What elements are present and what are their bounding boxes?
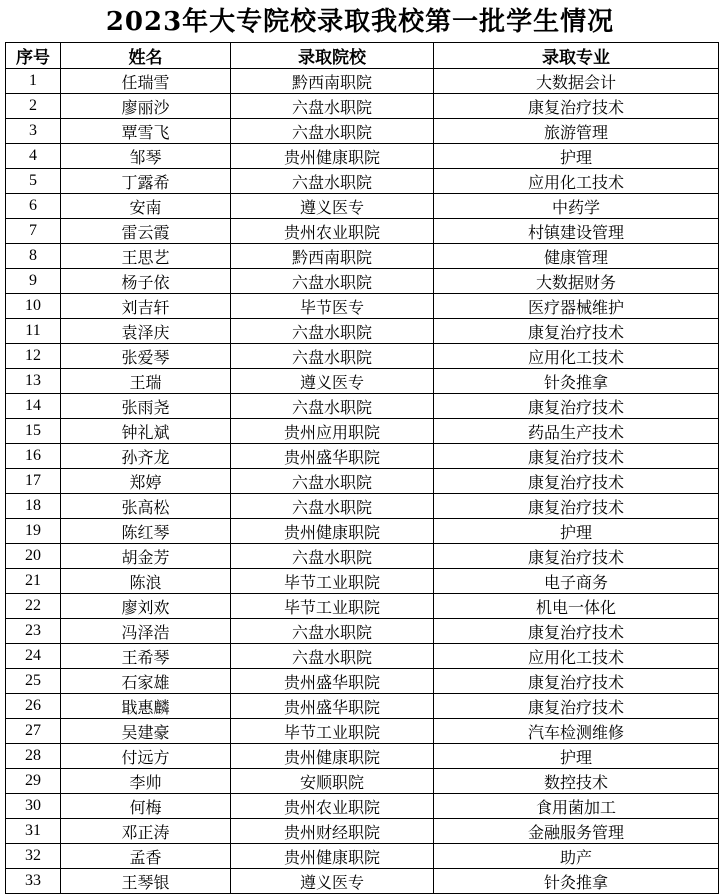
admission-table xyxy=(5,42,719,894)
cell-index: 24 xyxy=(6,644,61,669)
cell-name: 戢惠麟 xyxy=(61,694,231,719)
cell-index: 6 xyxy=(6,194,61,219)
table-row xyxy=(6,569,719,594)
cell-name: 李帅 xyxy=(61,769,231,794)
cell-index: 28 xyxy=(6,744,61,769)
cell-college: 毕节工业职院 xyxy=(231,569,434,594)
cell-index: 1 xyxy=(6,69,61,94)
cell-major: 针灸推拿 xyxy=(434,369,719,394)
cell-index: 17 xyxy=(6,469,61,494)
cell-name: 孙齐龙 xyxy=(61,444,231,469)
cell-name: 吴建豪 xyxy=(61,719,231,744)
cell-name: 邹琴 xyxy=(61,144,231,169)
cell-major: 大数据财务 xyxy=(434,269,719,294)
cell-name: 孟香 xyxy=(61,844,231,869)
cell-index: 25 xyxy=(6,669,61,694)
table-row xyxy=(6,594,719,619)
cell-name: 王思艺 xyxy=(61,244,231,269)
cell-index: 30 xyxy=(6,794,61,819)
cell-name: 张高松 xyxy=(61,494,231,519)
cell-name: 王琴银 xyxy=(61,869,231,894)
cell-college: 六盘水职院 xyxy=(231,644,434,669)
cell-index: 18 xyxy=(6,494,61,519)
cell-major: 康复治疗技术 xyxy=(434,669,719,694)
cell-college: 贵州农业职院 xyxy=(231,794,434,819)
cell-major: 电子商务 xyxy=(434,569,719,594)
cell-college: 六盘水职院 xyxy=(231,269,434,294)
cell-major: 康复治疗技术 xyxy=(434,619,719,644)
cell-index: 27 xyxy=(6,719,61,744)
cell-major: 汽车检测维修 xyxy=(434,719,719,744)
table-row xyxy=(6,869,719,894)
cell-college: 贵州盛华职院 xyxy=(231,694,434,719)
cell-college: 贵州健康职院 xyxy=(231,519,434,544)
table-row xyxy=(6,394,719,419)
cell-index: 33 xyxy=(6,869,61,894)
cell-name: 廖丽沙 xyxy=(61,94,231,119)
cell-index: 8 xyxy=(6,244,61,269)
cell-major: 康复治疗技术 xyxy=(434,444,719,469)
table-row xyxy=(6,319,719,344)
cell-name: 何梅 xyxy=(61,794,231,819)
cell-college: 六盘水职院 xyxy=(231,394,434,419)
cell-major: 康复治疗技术 xyxy=(434,94,719,119)
cell-college: 六盘水职院 xyxy=(231,469,434,494)
cell-index: 12 xyxy=(6,344,61,369)
table-row xyxy=(6,519,719,544)
cell-major: 金融服务管理 xyxy=(434,819,719,844)
table-row xyxy=(6,719,719,744)
cell-college: 遵义医专 xyxy=(231,369,434,394)
table-row xyxy=(6,744,719,769)
header-index: 序号 xyxy=(6,43,61,69)
cell-name: 任瑞雪 xyxy=(61,69,231,94)
table-row xyxy=(6,119,719,144)
cell-college: 六盘水职院 xyxy=(231,619,434,644)
cell-major: 康复治疗技术 xyxy=(434,394,719,419)
cell-index: 21 xyxy=(6,569,61,594)
cell-index: 16 xyxy=(6,444,61,469)
cell-name: 廖刘欢 xyxy=(61,594,231,619)
cell-college: 贵州健康职院 xyxy=(231,844,434,869)
cell-major: 康复治疗技术 xyxy=(434,694,719,719)
cell-index: 23 xyxy=(6,619,61,644)
cell-major: 中药学 xyxy=(434,194,719,219)
table-row xyxy=(6,144,719,169)
cell-major: 机电一体化 xyxy=(434,594,719,619)
cell-major: 护理 xyxy=(434,519,719,544)
cell-major: 助产 xyxy=(434,844,719,869)
header-major: 录取专业 xyxy=(434,43,719,69)
cell-major: 康复治疗技术 xyxy=(434,319,719,344)
cell-college: 六盘水职院 xyxy=(231,544,434,569)
table-row xyxy=(6,769,719,794)
cell-index: 29 xyxy=(6,769,61,794)
cell-college: 六盘水职院 xyxy=(231,119,434,144)
cell-major: 康复治疗技术 xyxy=(434,494,719,519)
cell-name: 陈红琴 xyxy=(61,519,231,544)
cell-college: 毕节工业职院 xyxy=(231,594,434,619)
cell-college: 黔西南职院 xyxy=(231,244,434,269)
cell-college: 贵州盛华职院 xyxy=(231,444,434,469)
table-row xyxy=(6,269,719,294)
cell-name: 张雨尧 xyxy=(61,394,231,419)
cell-major: 应用化工技术 xyxy=(434,344,719,369)
cell-major: 康复治疗技术 xyxy=(434,544,719,569)
cell-index: 15 xyxy=(6,419,61,444)
cell-name: 袁泽庆 xyxy=(61,319,231,344)
table-row xyxy=(6,794,719,819)
cell-name: 张爱琴 xyxy=(61,344,231,369)
table-row xyxy=(6,444,719,469)
table-row xyxy=(6,244,719,269)
cell-college: 六盘水职院 xyxy=(231,494,434,519)
table-row xyxy=(6,844,719,869)
table-row xyxy=(6,644,719,669)
cell-major: 康复治疗技术 xyxy=(434,469,719,494)
cell-college: 遵义医专 xyxy=(231,194,434,219)
table-row xyxy=(6,294,719,319)
cell-major: 健康管理 xyxy=(434,244,719,269)
cell-index: 4 xyxy=(6,144,61,169)
cell-college: 六盘水职院 xyxy=(231,169,434,194)
table-row xyxy=(6,344,719,369)
table-row xyxy=(6,669,719,694)
cell-name: 邓正涛 xyxy=(61,819,231,844)
cell-index: 3 xyxy=(6,119,61,144)
cell-college: 贵州应用职院 xyxy=(231,419,434,444)
cell-name: 郑婷 xyxy=(61,469,231,494)
table-row xyxy=(6,694,719,719)
cell-index: 26 xyxy=(6,694,61,719)
cell-name: 丁露希 xyxy=(61,169,231,194)
table-row xyxy=(6,469,719,494)
table-row xyxy=(6,819,719,844)
cell-index: 13 xyxy=(6,369,61,394)
table-row xyxy=(6,219,719,244)
cell-major: 护理 xyxy=(434,744,719,769)
table-row xyxy=(6,369,719,394)
cell-major: 应用化工技术 xyxy=(434,169,719,194)
table-row xyxy=(6,494,719,519)
cell-name: 冯泽浩 xyxy=(61,619,231,644)
cell-college: 贵州健康职院 xyxy=(231,744,434,769)
table-row xyxy=(6,94,719,119)
header-row xyxy=(6,43,719,69)
cell-index: 10 xyxy=(6,294,61,319)
cell-college: 毕节医专 xyxy=(231,294,434,319)
cell-name: 雷云霞 xyxy=(61,219,231,244)
cell-major: 食用菌加工 xyxy=(434,794,719,819)
cell-major: 药品生产技术 xyxy=(434,419,719,444)
cell-college: 毕节工业职院 xyxy=(231,719,434,744)
header-name: 姓名 xyxy=(61,43,231,69)
cell-name: 陈浪 xyxy=(61,569,231,594)
cell-college: 贵州盛华职院 xyxy=(231,669,434,694)
cell-major: 数控技术 xyxy=(434,769,719,794)
page-title: 2023年大专院校录取我校第一批学生情况 xyxy=(105,7,615,37)
cell-college: 六盘水职院 xyxy=(231,94,434,119)
table-row xyxy=(6,419,719,444)
cell-name: 石家雄 xyxy=(61,669,231,694)
cell-college: 黔西南职院 xyxy=(231,69,434,94)
table-row xyxy=(6,69,719,94)
cell-name: 覃雪飞 xyxy=(61,119,231,144)
cell-index: 7 xyxy=(6,219,61,244)
table-row xyxy=(6,194,719,219)
cell-name: 胡金芳 xyxy=(61,544,231,569)
cell-college: 遵义医专 xyxy=(231,869,434,894)
cell-name: 安南 xyxy=(61,194,231,219)
cell-college: 贵州财经职院 xyxy=(231,819,434,844)
cell-college: 贵州健康职院 xyxy=(231,144,434,169)
table-row xyxy=(6,544,719,569)
cell-index: 31 xyxy=(6,819,61,844)
cell-major: 针灸推拿 xyxy=(434,869,719,894)
header-college: 录取院校 xyxy=(231,43,434,69)
cell-major: 村镇建设管理 xyxy=(434,219,719,244)
cell-name: 刘吉轩 xyxy=(61,294,231,319)
cell-name: 付远方 xyxy=(61,744,231,769)
cell-college: 贵州农业职院 xyxy=(231,219,434,244)
cell-name: 杨子依 xyxy=(61,269,231,294)
cell-name: 王瑞 xyxy=(61,369,231,394)
cell-major: 医疗器械维护 xyxy=(434,294,719,319)
cell-index: 11 xyxy=(6,319,61,344)
cell-major: 应用化工技术 xyxy=(434,644,719,669)
cell-college: 安顺职院 xyxy=(231,769,434,794)
cell-index: 20 xyxy=(6,544,61,569)
cell-major: 护理 xyxy=(434,144,719,169)
cell-index: 9 xyxy=(6,269,61,294)
cell-index: 32 xyxy=(6,844,61,869)
cell-major: 旅游管理 xyxy=(434,119,719,144)
cell-index: 5 xyxy=(6,169,61,194)
cell-index: 22 xyxy=(6,594,61,619)
cell-index: 14 xyxy=(6,394,61,419)
cell-name: 王希琴 xyxy=(61,644,231,669)
cell-index: 19 xyxy=(6,519,61,544)
table-row xyxy=(6,619,719,644)
cell-name: 钟礼斌 xyxy=(61,419,231,444)
cell-college: 六盘水职院 xyxy=(231,344,434,369)
cell-index: 2 xyxy=(6,94,61,119)
cell-college: 六盘水职院 xyxy=(231,319,434,344)
table-row xyxy=(6,169,719,194)
cell-major: 大数据会计 xyxy=(434,69,719,94)
